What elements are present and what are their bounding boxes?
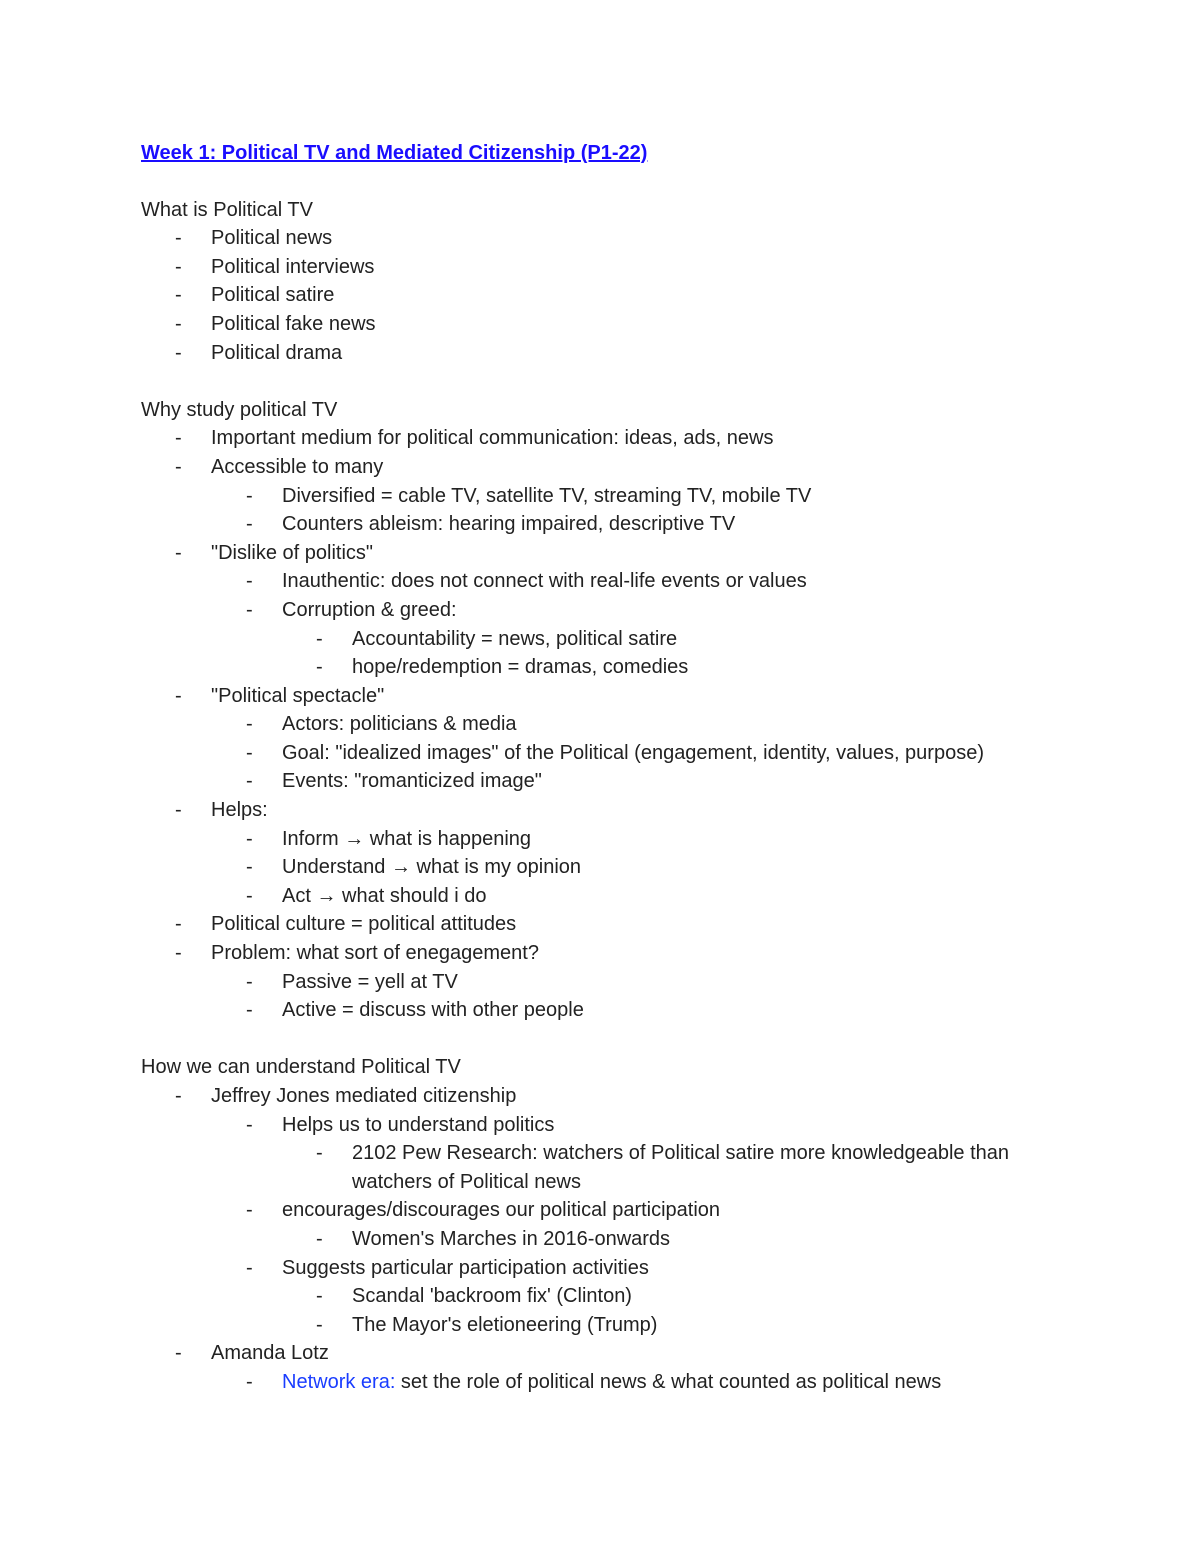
list-item: - Goal: "idealized images" of the Political (engagement, identity, values, purpose) <box>141 739 1081 768</box>
highlighted-term: Network era: <box>282 1370 396 1393</box>
bullet-dash: - <box>246 713 253 736</box>
bullet-dash: - <box>246 827 253 850</box>
list-item: - encourages/discourages our political participation <box>141 1196 1081 1225</box>
list-item: - Accessible to many <box>141 453 1081 482</box>
list-item: - Helps us to understand politics <box>141 1111 1081 1140</box>
bullet-dash: - <box>246 513 253 536</box>
bullet-dash: - <box>246 741 253 764</box>
list-item: - Amanda Lotz <box>141 1339 1081 1368</box>
bullet-dash: - <box>175 684 182 707</box>
list-item: - Network era: set the role of political news & what counted as political news <box>141 1368 1081 1397</box>
bullet-dash: - <box>175 1342 182 1365</box>
section-heading-what-is-political-tv: What is Political TV <box>141 198 313 221</box>
bullet-dash: - <box>246 999 253 1022</box>
list-item: - Diversified = cable TV, satellite TV, streaming TV, mobile TV <box>141 482 1081 511</box>
bullet-dash: - <box>175 341 182 364</box>
list-item: - 2102 Pew Research: watchers of Political satire more knowledgeable than watchers of Political news <box>141 1139 1022 1196</box>
blank-line <box>141 367 1081 396</box>
bullet-dash: - <box>175 227 182 250</box>
bullet-dash: - <box>175 455 182 478</box>
list-item: - hope/redemption = dramas, comedies <box>141 653 1081 682</box>
list-item: - Important medium for political communication: ideas, ads, news <box>141 424 1081 453</box>
list-item: - Understand → what is my opinion <box>141 853 1081 882</box>
list-item: - Act → what should i do <box>141 882 1081 911</box>
list-item: - The Mayor's eletioneering (Trump) <box>141 1311 1081 1340</box>
bullet-dash: - <box>246 770 253 793</box>
list-item: - Accountability = news, political satire <box>141 625 1081 654</box>
blank-line <box>141 1025 1081 1054</box>
list-item: - Women's Marches in 2016-onwards <box>141 1225 1081 1254</box>
bullet-dash: - <box>246 884 253 907</box>
bullet-dash: - <box>175 913 182 936</box>
bullet-dash: - <box>316 656 323 679</box>
list-item: - Suggests particular participation activities <box>141 1254 1081 1283</box>
list-item: - Helps: <box>141 796 1081 825</box>
list-item: - Corruption & greed: <box>141 596 1081 625</box>
list-item: - Political satire <box>141 281 1081 310</box>
bullet-dash: - <box>316 627 323 650</box>
bullet-dash: - <box>246 970 253 993</box>
bullet-dash: - <box>175 1085 182 1107</box>
section-heading-why-study: Why study political TV <box>141 398 338 421</box>
bullet-dash: - <box>316 1285 323 1308</box>
document-page <box>141 139 1081 1397</box>
list-item: - "Political spectacle" <box>141 682 1081 711</box>
bullet-dash: - <box>246 570 253 593</box>
list-item: - Counters ableism: hearing impaired, descriptive TV <box>141 510 1081 539</box>
list-item: - Active = discuss with other people <box>141 996 1081 1025</box>
bullet-dash: - <box>246 598 253 621</box>
list-item: - Political drama <box>141 339 1081 368</box>
list-item: - Political culture = political attitudes <box>141 910 1081 939</box>
section-heading-how-we-understand: How we can understand Political TV <box>141 1056 461 1079</box>
list-item: - Problem: what sort of enegagement? <box>141 939 1081 968</box>
bullet-dash: - <box>175 427 182 450</box>
bullet-dash: - <box>316 1142 323 1165</box>
list-item: - Jeffrey Jones mediated citizenship <box>141 1082 1081 1111</box>
list-item: - Inform → what is happening <box>141 825 1081 854</box>
bullet-dash: - <box>175 799 182 822</box>
list-item: - Events: "romanticized image" <box>141 767 1081 796</box>
bullet-dash: - <box>246 1370 253 1393</box>
bullet-dash: - <box>246 1113 253 1136</box>
bullet-dash: - <box>246 484 253 507</box>
bullet-dash: - <box>175 284 182 307</box>
list-item: - Passive = yell at TV <box>141 968 1081 997</box>
bullet-dash: - <box>175 255 182 278</box>
bullet-dash: - <box>316 1227 323 1250</box>
list-item: - Inauthentic: does not connect with real-life events or values <box>141 567 1081 596</box>
list-item: - Political fake news <box>141 310 1081 339</box>
bullet-dash: - <box>246 1256 253 1279</box>
list-item: - Scandal 'backroom fix' (Clinton) <box>141 1282 1081 1311</box>
list-item: - Political news <box>141 224 1081 253</box>
bullet-dash: - <box>175 312 182 335</box>
bullet-dash: - <box>175 942 182 965</box>
list-item: - Actors: politicians & media <box>141 710 1081 739</box>
bullet-dash: - <box>246 1199 253 1222</box>
document-title[interactable]: Week 1: Political TV and Mediated Citizenship (P1-22) <box>141 142 648 164</box>
list-item: - Political interviews <box>141 253 1081 282</box>
list-item: - "Dislike of politics" <box>141 539 1081 568</box>
bullet-dash: - <box>246 856 253 879</box>
bullet-dash: - <box>175 541 182 564</box>
bullet-dash: - <box>316 1313 323 1336</box>
